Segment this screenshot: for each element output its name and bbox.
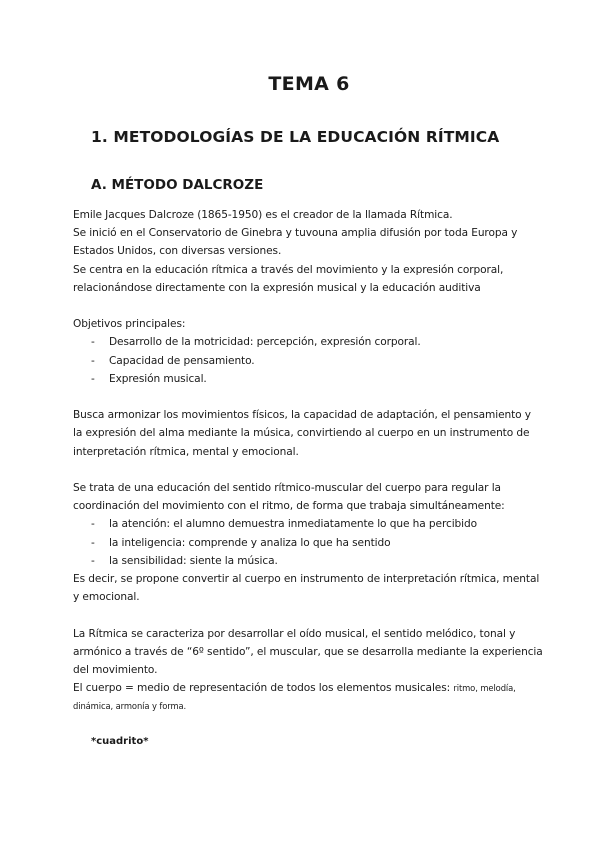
- paragraph-education: Se trata de una educación del sentido rítmico-muscular del cuerpo para regular la coordinación del movimiento con el ritmo, de forma que trabaja simultáneamente:: [73, 482, 505, 513]
- list-item: - Expresión musical.: [91, 372, 207, 385]
- paragraph-harmony: Busca armonizar los movimientos físicos, la capacidad de adaptación, el pensamiento y la expresión del alma mediante la música, convirtiendo al cuerpo en un instrumento de interpretación rítmica, mental y emocional.: [73, 409, 531, 458]
- section-heading: 1. METODOLOGÍAS DE LA EDUCACIÓN RÍTMICA: [91, 128, 500, 146]
- list-item: - Capacidad de pensamiento.: [91, 354, 255, 367]
- paragraph-summary: Es decir, se propone convertir al cuerpo en instrumento de interpretación rítmica, mental y emocional.: [73, 573, 540, 604]
- paragraph-ritmica: La Rítmica se caracteriza por desarrollar el oído musical, el sentido melódico, tonal y armónico a través de “6º sentido”, el muscular, que se desarrolla mediante la experiencia del movimiento.: [73, 627, 543, 677]
- body-text: [73, 206, 543, 716]
- list-item: - Desarrollo de la motricidad: percepción, expresión corporal.: [91, 336, 421, 349]
- body-line-main: El cuerpo = medio de representación de todos los elementos musicales:: [73, 682, 451, 695]
- page-title: TEMA 6: [268, 73, 350, 95]
- paragraph-body: [73, 679, 543, 715]
- intro-line: Se centra en la educación rítmica a través del movimiento y la expresión corporal, relacionándose directamente con la expresión musical y la educación auditiva: [73, 263, 504, 294]
- body-line-small: ritmo, melodía, dinámica, armonía y forma.: [73, 683, 516, 712]
- objectives-label: Objetivos principales:: [73, 318, 186, 331]
- intro-line: Emile Jacques Dalcroze (1865-1950) es el creador de la llamada Rítmica.: [73, 209, 453, 221]
- objectives-list: [73, 333, 543, 388]
- intro-line: Se inició en el Conservatorio de Ginebra y tuvouna amplia difusión por toda Europa y Estados Unidos, con diversas versiones.: [73, 227, 518, 258]
- list-item: - la atención: el alumno demuestra inmediatamente lo que ha percibido: [91, 518, 478, 531]
- footer-note: *cuadrito*: [91, 736, 149, 747]
- list-item: - la sensibilidad: siente la música.: [91, 554, 278, 567]
- work-items-list: [73, 515, 543, 570]
- subsection-heading: A. MÉTODO DALCROZE: [91, 177, 264, 193]
- list-item: - la inteligencia: comprende y analiza lo que ha sentido: [91, 536, 391, 549]
